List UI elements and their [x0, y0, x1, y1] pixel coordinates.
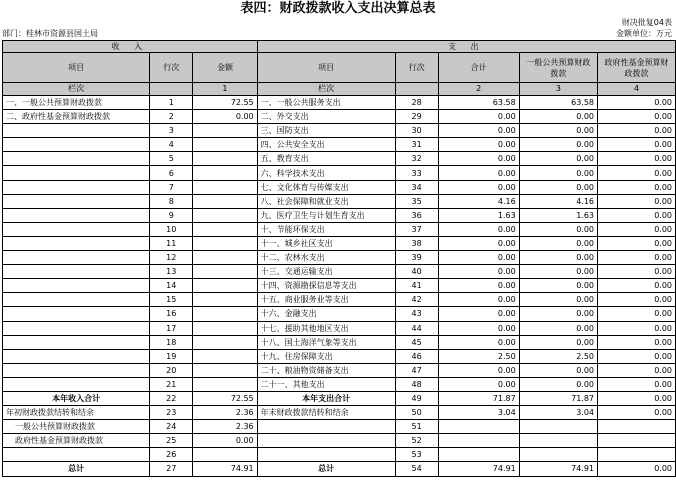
income-row-no: 9 — [150, 208, 193, 222]
expense-item: 十五、商业服务业等支出 — [257, 293, 395, 307]
column-4: 4 — [598, 83, 676, 96]
expense-total: 74.91 — [438, 462, 519, 476]
income-amount: 72.55 — [193, 96, 257, 110]
income-item: 一般公共预算财政拨款 — [3, 420, 150, 434]
general-budget-amount: 0.00 — [519, 321, 597, 335]
expense-row-no: 51 — [395, 420, 438, 434]
expense-item: 总计 — [257, 462, 395, 476]
income-row-no: 8 — [150, 194, 193, 208]
income-amount — [193, 265, 257, 279]
gov-fund-amount — [598, 434, 676, 448]
expense-total: 0.00 — [438, 335, 519, 349]
gov-fund-amount: 0.00 — [598, 462, 676, 476]
table-row — [3, 349, 676, 363]
expense-total: 4.16 — [438, 194, 519, 208]
department-label: 部门：桂林市资源县国土局 — [2, 29, 98, 38]
general-budget-amount: 74.91 — [519, 462, 597, 476]
income-amount: 2.36 — [193, 406, 257, 420]
income-row-no: 11 — [150, 236, 193, 250]
column-no-label: 栏次 — [3, 83, 150, 96]
gov-fund-amount: 0.00 — [598, 307, 676, 321]
expense-total: 0.00 — [438, 307, 519, 321]
gov-fund-amount: 0.00 — [598, 166, 676, 180]
column-3: 3 — [519, 83, 597, 96]
report-title: 表四：财政拨款收入支出决算总表 — [240, 1, 436, 16]
unit-label: 金额单位：万元 — [616, 29, 672, 38]
income-row-no: 16 — [150, 307, 193, 321]
income-item: 年初财政拨款结转和结余 — [3, 406, 150, 420]
income-amount: 0.00 — [193, 434, 257, 448]
expense-total: 0.00 — [438, 152, 519, 166]
general-budget-amount — [519, 420, 597, 434]
gov-fund-amount: 0.00 — [598, 124, 676, 138]
table-row — [3, 96, 676, 110]
expense-item: 二、外交支出 — [257, 110, 395, 124]
income-amount — [193, 208, 257, 222]
table-row — [3, 434, 676, 448]
table-row — [3, 222, 676, 236]
expense-total: 0.00 — [438, 236, 519, 250]
income-item: 二、政府性基金预算财政拨款 — [3, 110, 150, 124]
gov-fund-amount: 0.00 — [598, 349, 676, 363]
general-budget-amount: 0.00 — [519, 363, 597, 377]
expense-item: 十八、国土海洋气象等支出 — [257, 335, 395, 349]
gov-fund-amount: 0.00 — [598, 194, 676, 208]
expense-row-no: 36 — [395, 208, 438, 222]
general-budget-amount: 63.58 — [519, 96, 597, 110]
income-row-no: 18 — [150, 335, 193, 349]
income-item: 一、一般公共预算财政拨款 — [3, 96, 150, 110]
expense-row-no: 43 — [395, 307, 438, 321]
income-amount — [193, 321, 257, 335]
gov-fund-amount: 0.00 — [598, 251, 676, 265]
table-row — [3, 462, 676, 476]
table-row — [3, 335, 676, 349]
income-item — [3, 208, 150, 222]
expense-total: 0.00 — [438, 293, 519, 307]
income-item — [3, 194, 150, 208]
gov-fund-amount: 0.00 — [598, 265, 676, 279]
income-row-no: 15 — [150, 293, 193, 307]
expense-row-no: 28 — [395, 96, 438, 110]
income-row-no: 4 — [150, 138, 193, 152]
expense-section-header: 支 出 — [257, 41, 675, 53]
income-amount: 0.00 — [193, 110, 257, 124]
gov-fund-amount — [598, 448, 676, 462]
income-item — [3, 279, 150, 293]
expense-item — [257, 434, 395, 448]
general-budget-amount: 71.87 — [519, 391, 597, 405]
gov-fund-amount: 0.00 — [598, 335, 676, 349]
income-amount: 2.36 — [193, 420, 257, 434]
expense-total: 71.87 — [438, 391, 519, 405]
expense-total: 0.00 — [438, 377, 519, 391]
general-budget-amount: 0.00 — [519, 222, 597, 236]
general-budget-amount: 0.00 — [519, 180, 597, 194]
income-row-no: 24 — [150, 420, 193, 434]
table-row — [3, 307, 676, 321]
income-item — [3, 377, 150, 391]
expense-row-no: 38 — [395, 236, 438, 250]
expense-row-no: 46 — [395, 349, 438, 363]
income-row-no: 17 — [150, 321, 193, 335]
income-amount — [193, 180, 257, 194]
expense-row-no: 37 — [395, 222, 438, 236]
general-budget-amount: 0.00 — [519, 307, 597, 321]
expense-total — [438, 448, 519, 462]
income-amount — [193, 377, 257, 391]
income-row-no: 5 — [150, 152, 193, 166]
table-row — [3, 420, 676, 434]
general-budget-amount: 0.00 — [519, 124, 597, 138]
gov-fund-amount: 0.00 — [598, 180, 676, 194]
general-budget-amount — [519, 434, 597, 448]
income-item — [3, 152, 150, 166]
gov-fund-amount: 0.00 — [598, 377, 676, 391]
expense-row-no: 42 — [395, 293, 438, 307]
general-budget-amount: 0.00 — [519, 138, 597, 152]
income-item — [3, 236, 150, 250]
expense-item: 二十一、其他支出 — [257, 377, 395, 391]
income-item — [3, 335, 150, 349]
table-row — [3, 236, 676, 250]
income-amount — [193, 124, 257, 138]
income-item — [3, 363, 150, 377]
general-budget-header: 一般公共预算财政拨款 — [519, 53, 597, 83]
income-item — [3, 124, 150, 138]
expense-row-no: 32 — [395, 152, 438, 166]
expense-total: 0.00 — [438, 321, 519, 335]
expense-item: 四、公共安全支出 — [257, 138, 395, 152]
expense-total: 63.58 — [438, 96, 519, 110]
table-row — [3, 110, 676, 124]
table-row — [3, 194, 676, 208]
expense-row-no: 35 — [395, 194, 438, 208]
income-section-header: 收 入 — [3, 41, 258, 53]
gov-fund-amount: 0.00 — [598, 236, 676, 250]
gov-fund-amount — [598, 420, 676, 434]
gov-fund-amount: 0.00 — [598, 138, 676, 152]
expense-row-no: 52 — [395, 434, 438, 448]
table-row — [3, 406, 676, 420]
income-amount — [193, 293, 257, 307]
expense-item: 六、科学技术支出 — [257, 166, 395, 180]
expense-item: 五、教育支出 — [257, 152, 395, 166]
gov-fund-amount: 0.00 — [598, 279, 676, 293]
expense-item: 十一、城乡社区支出 — [257, 236, 395, 250]
income-item-header: 项目 — [3, 53, 150, 83]
expense-total: 0.00 — [438, 363, 519, 377]
expense-total — [438, 420, 519, 434]
income-amount — [193, 363, 257, 377]
income-item — [3, 180, 150, 194]
gov-fund-amount: 0.00 — [598, 208, 676, 222]
income-row-no: 22 — [150, 391, 193, 405]
income-amount — [193, 138, 257, 152]
expense-item — [257, 448, 395, 462]
income-amount — [193, 152, 257, 166]
expense-item: 本年支出合计 — [257, 391, 395, 405]
income-row-no: 1 — [150, 96, 193, 110]
expense-total: 0.00 — [438, 166, 519, 180]
expense-item-header: 项目 — [257, 53, 395, 83]
table-row — [3, 363, 676, 377]
expense-total: 0.00 — [438, 124, 519, 138]
gov-fund-amount: 0.00 — [598, 406, 676, 420]
income-row-no-header: 行次 — [150, 53, 193, 83]
table-row — [3, 138, 676, 152]
general-budget-amount: 0.00 — [519, 265, 597, 279]
income-item — [3, 293, 150, 307]
budget-summary-table — [2, 40, 676, 477]
table-row — [3, 166, 676, 180]
general-budget-amount: 0.00 — [519, 279, 597, 293]
income-item — [3, 321, 150, 335]
income-item — [3, 307, 150, 321]
income-amount: 74.91 — [193, 462, 257, 476]
table-row — [3, 208, 676, 222]
expense-row-no: 29 — [395, 110, 438, 124]
expense-row-no: 47 — [395, 363, 438, 377]
expense-row-no: 53 — [395, 448, 438, 462]
income-row-no: 2 — [150, 110, 193, 124]
expense-row-no: 34 — [395, 180, 438, 194]
general-budget-amount: 0.00 — [519, 166, 597, 180]
expense-row-no: 40 — [395, 265, 438, 279]
income-row-no: 19 — [150, 349, 193, 363]
income-row-no: 14 — [150, 279, 193, 293]
expense-total — [438, 434, 519, 448]
expense-item: 十、节能环保支出 — [257, 222, 395, 236]
expense-item: 八、社会保障和就业支出 — [257, 194, 395, 208]
expense-row-no: 45 — [395, 335, 438, 349]
table-row — [3, 124, 676, 138]
expense-item: 一、一般公共服务支出 — [257, 96, 395, 110]
income-amount — [193, 448, 257, 462]
income-item — [3, 138, 150, 152]
expense-item: 十三、交通运输支出 — [257, 265, 395, 279]
income-amount — [193, 279, 257, 293]
expense-total: 0.00 — [438, 279, 519, 293]
expense-total: 2.50 — [438, 349, 519, 363]
gov-fund-amount: 0.00 — [598, 363, 676, 377]
form-number: 财决批复04表 — [621, 18, 672, 27]
column-no-label: 栏次 — [257, 83, 395, 96]
income-item: 本年收入合计 — [3, 391, 150, 405]
income-item — [3, 166, 150, 180]
general-budget-amount: 0.00 — [519, 110, 597, 124]
expense-total: 0.00 — [438, 251, 519, 265]
income-amount — [193, 236, 257, 250]
table-row — [3, 265, 676, 279]
general-budget-amount: 0.00 — [519, 251, 597, 265]
gov-fund-amount: 0.00 — [598, 110, 676, 124]
expense-item: 年末财政拨款结转和结余 — [257, 406, 395, 420]
table-row — [3, 391, 676, 405]
gov-fund-amount: 0.00 — [598, 222, 676, 236]
income-row-no: 23 — [150, 406, 193, 420]
expense-row-no: 49 — [395, 391, 438, 405]
table-row — [3, 321, 676, 335]
table-row — [3, 180, 676, 194]
income-item — [3, 251, 150, 265]
table-row — [3, 377, 676, 391]
income-amount: 72.55 — [193, 391, 257, 405]
expense-total: 0.00 — [438, 180, 519, 194]
expense-item: 三、国防支出 — [257, 124, 395, 138]
income-row-no: 13 — [150, 265, 193, 279]
gov-fund-amount: 0.00 — [598, 96, 676, 110]
general-budget-amount: 0.00 — [519, 236, 597, 250]
income-row-no: 25 — [150, 434, 193, 448]
general-budget-amount: 1.63 — [519, 208, 597, 222]
expense-row-no: 39 — [395, 251, 438, 265]
expense-item: 七、文化体育与传媒支出 — [257, 180, 395, 194]
income-row-no: 12 — [150, 251, 193, 265]
income-amount — [193, 222, 257, 236]
expense-total: 0.00 — [438, 265, 519, 279]
expense-row-no-header: 行次 — [395, 53, 438, 83]
income-amount — [193, 335, 257, 349]
income-amount — [193, 307, 257, 321]
expense-item — [257, 420, 395, 434]
expense-row-no: 30 — [395, 124, 438, 138]
gov-fund-amount: 0.00 — [598, 152, 676, 166]
expense-row-no: 44 — [395, 321, 438, 335]
expense-item: 十七、援助其他地区支出 — [257, 321, 395, 335]
expense-row-no: 31 — [395, 138, 438, 152]
table-row — [3, 279, 676, 293]
total-header: 合计 — [438, 53, 519, 83]
gov-fund-amount: 0.00 — [598, 391, 676, 405]
expense-item: 二十、粮油物资储备支出 — [257, 363, 395, 377]
income-row-no: 10 — [150, 222, 193, 236]
income-item — [3, 222, 150, 236]
expense-total: 1.63 — [438, 208, 519, 222]
general-budget-amount: 4.16 — [519, 194, 597, 208]
expense-row-no: 50 — [395, 406, 438, 420]
gov-fund-amount: 0.00 — [598, 321, 676, 335]
expense-item: 十九、住房保障支出 — [257, 349, 395, 363]
expense-row-no: 41 — [395, 279, 438, 293]
expense-total: 0.00 — [438, 110, 519, 124]
expense-row-no: 48 — [395, 377, 438, 391]
table-row — [3, 251, 676, 265]
column-1: 1 — [193, 83, 257, 96]
income-row-no: 20 — [150, 363, 193, 377]
table-row — [3, 448, 676, 462]
general-budget-amount: 2.50 — [519, 349, 597, 363]
general-budget-amount: 0.00 — [519, 152, 597, 166]
income-item: 政府性基金预算财政拨款 — [3, 434, 150, 448]
income-row-no: 3 — [150, 124, 193, 138]
column-2: 2 — [438, 83, 519, 96]
gov-fund-amount: 0.00 — [598, 293, 676, 307]
income-row-no: 21 — [150, 377, 193, 391]
general-budget-amount: 3.04 — [519, 406, 597, 420]
income-amount — [193, 251, 257, 265]
expense-item: 十四、资源勘探信息等支出 — [257, 279, 395, 293]
expense-total: 0.00 — [438, 222, 519, 236]
gov-fund-header: 政府性基金预算财政拨款 — [598, 53, 676, 83]
income-item — [3, 265, 150, 279]
income-item — [3, 349, 150, 363]
expense-total: 0.00 — [438, 138, 519, 152]
general-budget-amount: 0.00 — [519, 377, 597, 391]
general-budget-amount — [519, 448, 597, 462]
income-row-no: 27 — [150, 462, 193, 476]
income-amount-header: 金额 — [193, 53, 257, 83]
income-amount — [193, 166, 257, 180]
expense-item: 十二、农林水支出 — [257, 251, 395, 265]
income-item — [3, 448, 150, 462]
table-row — [3, 152, 676, 166]
expense-item: 十六、金融支出 — [257, 307, 395, 321]
income-row-no: 7 — [150, 180, 193, 194]
expense-row-no: 33 — [395, 166, 438, 180]
income-amount — [193, 194, 257, 208]
income-row-no: 6 — [150, 166, 193, 180]
general-budget-amount: 0.00 — [519, 335, 597, 349]
table-row — [3, 293, 676, 307]
income-item: 总计 — [3, 462, 150, 476]
expense-item: 九、医疗卫生与计划生育支出 — [257, 208, 395, 222]
income-row-no: 26 — [150, 448, 193, 462]
expense-total: 3.04 — [438, 406, 519, 420]
general-budget-amount: 0.00 — [519, 293, 597, 307]
income-amount — [193, 349, 257, 363]
expense-row-no: 54 — [395, 462, 438, 476]
